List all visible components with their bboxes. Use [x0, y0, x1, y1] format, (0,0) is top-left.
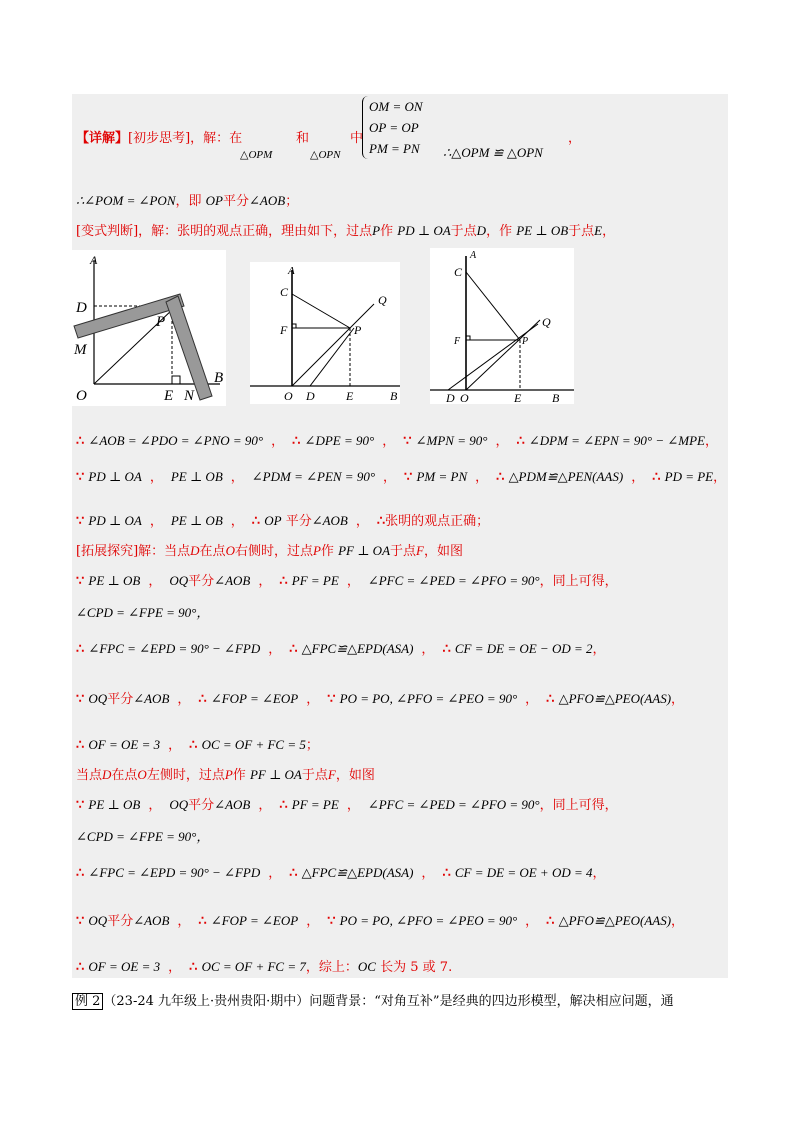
fig2-label-o: O [284, 389, 293, 403]
line-13: 当点D在点O左侧时，过点P作 PF ⊥ OA于点F，如图 [76, 767, 375, 783]
and-text: 和 [296, 131, 310, 146]
zhong-text: 中 [350, 131, 364, 146]
equation-system: OM = ON OP = OP PM = PN [362, 96, 423, 159]
fig1-label-e: E [164, 388, 174, 404]
fig3-label-o: O [460, 391, 469, 404]
tri-opn: △OPN [310, 149, 341, 161]
fig3-label-d: D [446, 391, 455, 404]
fig2-label-f: F [280, 323, 288, 337]
fig2-label-p: P [354, 323, 362, 337]
line-14: ∵ PE ⊥ OB ， OQ平分∠AOB ， ∴ PF = PE ， ∠PFC = ∠PED = ∠PFO = 90°，同上可得， [76, 797, 618, 813]
fig2-label-c: C [280, 285, 289, 299]
congruence-conclusion: ∴△OPM ≌ △OPN [443, 145, 543, 160]
line-7: [拓展探究]解：当点D在点O右侧时，过点P作 PF ⊥ OA于点F，如图 [76, 543, 463, 559]
line-12: ∴ OF = OE = 3 ， ∴ OC = OF + FC = 5； [76, 737, 319, 753]
fig1-label-a: A [90, 253, 98, 267]
line-4: ∴ ∠AOB = ∠PDO = ∠PNO = 90° ， ∴ ∠DPE = 90° ， ∵ ∠MPN = 90° ， ∴ ∠DPM = ∠EPN = 90° − ∠MPE， [76, 433, 719, 449]
figure-3 [430, 248, 574, 404]
fig2-label-e: E [346, 389, 354, 403]
fig3-label-p: P [522, 336, 529, 347]
figure-1 [72, 250, 226, 406]
line-2: ∴∠POM = ∠PON，即 OP平分∠AOB； [76, 193, 299, 209]
line-15: ∠CPD = ∠FPE = 90°， [76, 829, 210, 844]
fig2-label-q: Q [378, 293, 387, 307]
tri-opm: △OPM [240, 149, 273, 161]
line-3: [变式判断]，解：张明的观点正确，理由如下，过点P作 PD ⊥ OA于点D，作 PE ⊥ OB于点E， [76, 223, 616, 239]
fig2-label-d: D [306, 389, 315, 403]
fig2-label-a: A [288, 265, 295, 277]
detail-tag: 【详解】 [76, 131, 129, 146]
fig3-label-b: B [552, 391, 560, 404]
line-16: ∴ ∠FPC = ∠EPD = 90° − ∠FPD ， ∴ △FPC≌△EPD(ASA) ， ∴ CF = DE = OE + OD = 4， [76, 865, 606, 881]
fig3-label-e: E [514, 391, 522, 404]
fig2-label-b: B [390, 389, 398, 403]
fig1-label-b: B [214, 370, 224, 386]
line-18: ∴ OF = OE = 3 ， ∴ OC = OF + FC = 7，综上：OC 长为 5 或 7. [76, 959, 453, 975]
line-10: ∴ ∠FPC = ∠EPD = 90° − ∠FPD ， ∴ △FPC≌△EPD(ASA) ， ∴ CF = DE = OE − OD = 2， [76, 641, 606, 657]
fig1-label-n: N [184, 388, 195, 404]
fig3-label-a: A [470, 250, 477, 261]
line-5: ∵ PD ⊥ OA ， PE ⊥ OB ， ∠PDM = ∠PEN = 90° ， ∵ PM = PN ， ∴ △PDM≌△PEN(AAS) ， ∴ PD = PE， [76, 469, 727, 485]
example-label: 例 2 [72, 993, 103, 1010]
line-17: ∵ OQ平分∠AOB ， ∴ ∠FOP = ∠EOP ， ∵ PO = PO, ∠PFO = ∠PEO = 90° ， ∴ △PFO≌△PEO(AAS)， [76, 913, 685, 929]
line-8: ∵ PE ⊥ OB ， OQ平分∠AOB ， ∴ PF = PE ， ∠PFC = ∠PED = ∠PFO = 90°，同上可得， [76, 573, 618, 589]
fig3-label-q: Q [542, 315, 551, 329]
fig1-label-o: O [76, 388, 87, 404]
fig3-label-c: C [454, 265, 463, 279]
figure-2 [250, 262, 400, 404]
solution-intro: 【详解】[初步思考]，解：在 [76, 131, 243, 146]
fig1-label-m: M [74, 342, 87, 358]
fig3-label-f: F [454, 336, 461, 347]
line-9: ∠CPD = ∠FPE = 90°， [76, 605, 210, 620]
line-11: ∵ OQ平分∠AOB ， ∴ ∠FOP = ∠EOP ， ∵ PO = PO, ∠PFO = ∠PEO = 90° ， ∴ △PFO≌△PEO(AAS)， [76, 691, 685, 707]
example-2-intro: 例 2 （23-24 九年级上·贵州贵阳·期中）问题背景：“对角互补”是经典的四边形模型，解决相应问题，通 [72, 990, 674, 1009]
line-6: ∵ PD ⊥ OA ， PE ⊥ OB ， ∴ OP 平分∠AOB ， ∴张明的观点正确； [76, 513, 490, 529]
fig1-label-d: D [76, 300, 87, 316]
fig1-label-p: P [156, 314, 166, 330]
